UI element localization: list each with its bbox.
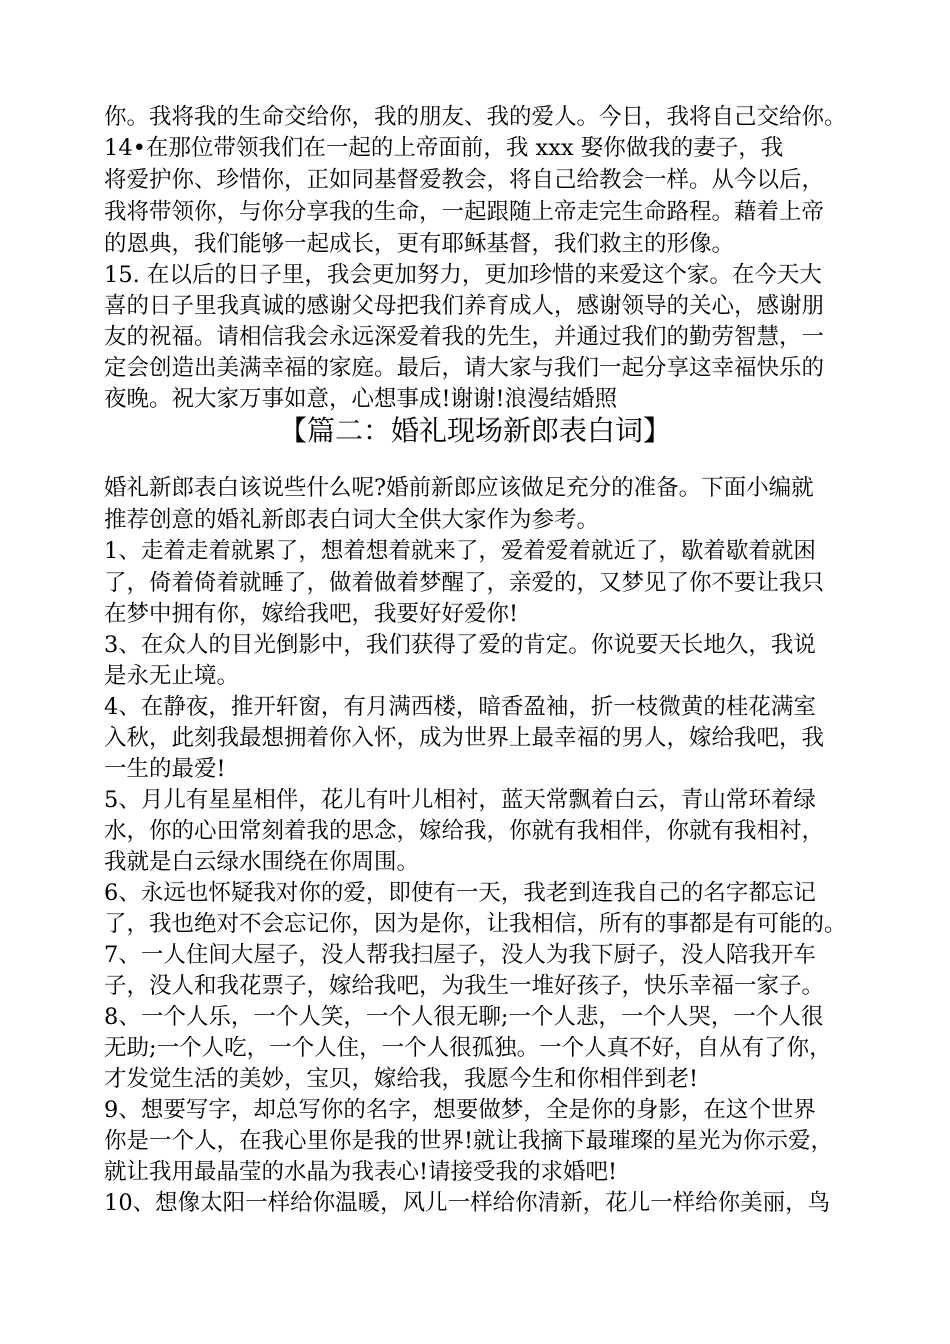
text-line: 友的祝福。请相信我会永远深爱着我的先生，并通过我们的勤劳智慧，一 — [104, 324, 825, 350]
text-line: 定会创造出美满幸福的家庭。最后，请大家与我们一起分享这幸福快乐的 — [104, 355, 825, 381]
text-line: 4、在静夜，推开轩窗，有月满西楼，暗香盈袖，折一枝微黄的桂花满室 — [104, 694, 816, 720]
text-line: 我将带领你，与你分享我的生命，一起跟随上帝走完生命路程。藉着上帝 — [104, 199, 825, 225]
text-line: 子，没人和我花票子，嫁给我吧，为我生一堆好孩子，快乐幸福一家子。 — [104, 973, 825, 999]
section-heading: 【篇二：婚礼现场新郎表白词】 — [278, 414, 671, 447]
text-line: 入秋，此刻我最想拥着你入怀，成为世界上最幸福的男人，嫁给我吧，我 — [104, 725, 825, 751]
text-line: 就让我用最晶莹的水晶为我表心!请接受我的求婚吧! — [104, 1159, 618, 1185]
text-line: 了，我也绝对不会忘记你，因为是你，让我相信，所有的事都是有可能的。 — [104, 911, 847, 937]
text-line: 婚礼新郎表白该说些什么呢?婚前新郎应该做足充分的准备。下面小编就 — [104, 475, 814, 501]
text-line: 的恩典，我们能够一起成长，更有耶稣基督，我们救主的形像。 — [104, 231, 735, 257]
text-line: 6、永远也怀疑我对你的爱，即使有一天，我老到连我自己的名字都忘记 — [104, 880, 816, 906]
text-line: 在梦中拥有你，嫁给我吧，我要好好爱你! — [104, 601, 519, 627]
text-line: 你是一个人，在我心里你是我的世界!就让我摘下最璀璨的星光为你示爱， — [104, 1128, 834, 1154]
text-line: 5、月儿有星星相伴，花儿有叶儿相衬，蓝天常飘着白云，青山常环着绿 — [104, 787, 816, 813]
text-line: 将爱护你、珍惜你，正如同基督爱教会，将自己给教会一样。从今以后， — [104, 167, 825, 193]
text-line: 夜晚。祝大家万事如意，心想事成!谢谢!浪漫结婚照 — [104, 386, 618, 412]
text-line: 1、走着走着就累了，想着想着就来了，爱着爱着就近了，歇着歇着就困 — [104, 538, 816, 564]
text-line: 7、一人住间大屋子，没人帮我扫屋子，没人为我下厨子，没人陪我开车 — [104, 942, 816, 968]
text-line: 水，你的心田常刻着我的思念，嫁给我，你就有我相伴，你就有我相衬， — [104, 818, 825, 844]
text-line: 10、想像太阳一样给你温暖，风儿一样给你清新，花儿一样给你美丽，鸟 — [104, 1190, 831, 1216]
text-line: 是永无止境。 — [104, 663, 240, 689]
text-line: 8、一个人乐，一个人笑，一个人很无聊;一个人悲，一个人哭，一个人很 — [104, 1004, 824, 1030]
text-line: 一生的最爱! — [104, 756, 226, 782]
text-line: 了，倚着倚着就睡了，做着做着梦醒了，亲爱的，又梦见了你不要让我只 — [104, 570, 825, 596]
text-line: 喜的日子里我真诚的感谢父母把我们养育成人，感谢领导的关心，感谢朋 — [104, 293, 825, 319]
text-line: 15. 在以后的日子里，我会更加努力，更加珍惜的来爱这个家。在今天大 — [104, 262, 822, 288]
text-line: 才发觉生活的美妙，宝贝，嫁给我，我愿今生和你相伴到老! — [104, 1066, 699, 1092]
text-line: 我就是白云绿水围绕在你周围。 — [104, 849, 420, 875]
text-line: 无助;一个人吃，一个人住，一个人很孤独。一个人真不好，自从有了你， — [104, 1035, 832, 1061]
text-line: 9、想要写字，却总写你的名字，想要做梦，全是你的身影，在这个世界 — [104, 1097, 816, 1123]
text-line: 14•在那位带领我们在一起的上帝面前，我 xxx 娶你做我的妻子，我 — [104, 135, 784, 161]
text-line: 你。我将我的生命交给你，我的朋友、我的爱人。今日，我将自己交给你。 — [104, 104, 847, 130]
text-line: 推荐创意的婚礼新郎表白词大全供大家作为参考。 — [104, 507, 600, 533]
text-line: 3、在众人的目光倒影中，我们获得了爱的肯定。你说要天长地久，我说 — [104, 632, 816, 658]
